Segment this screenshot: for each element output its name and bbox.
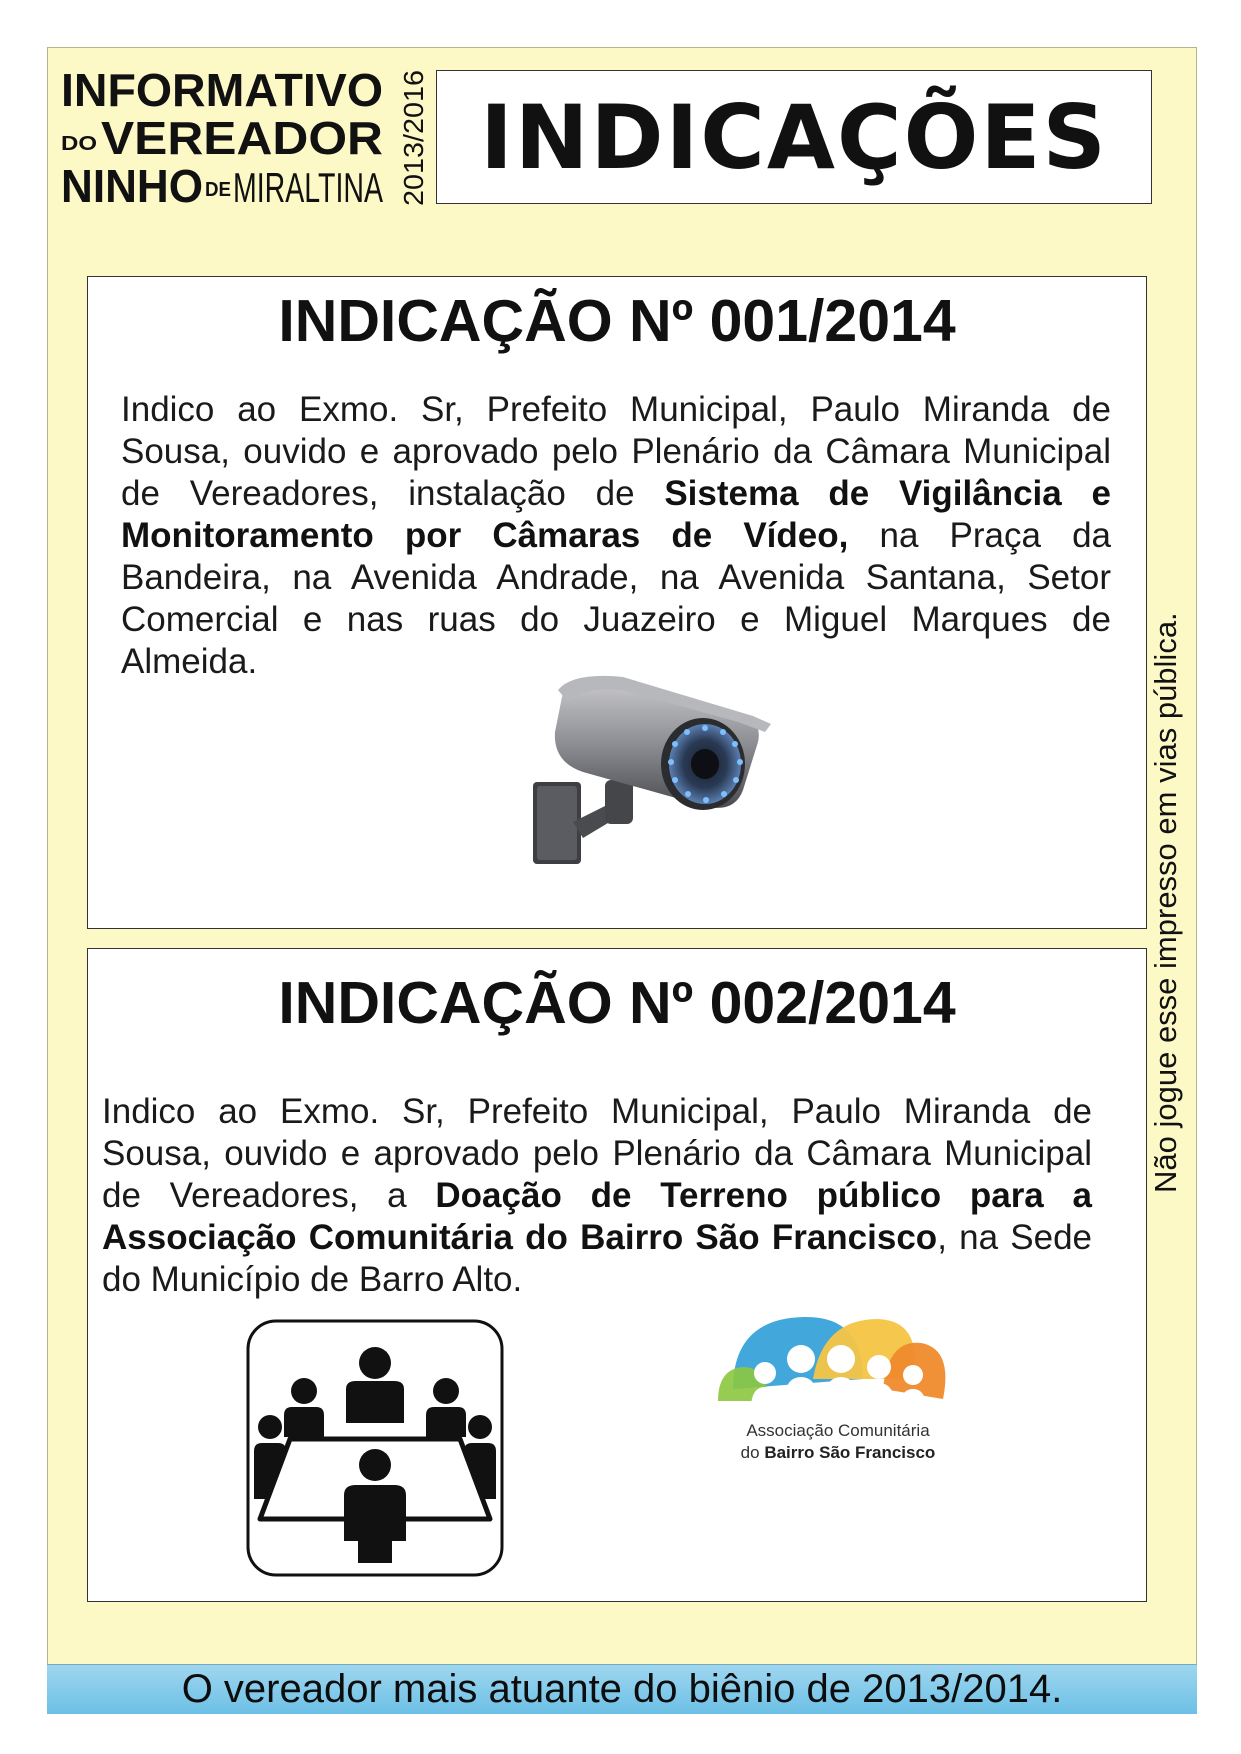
logo-line3-rest: MIRALTINA <box>233 164 383 208</box>
text-after: , na Sede do Município de Barro Alto. <box>102 1218 1093 1299</box>
associacao-name-line1: Associação Comunitária <box>746 1421 930 1440</box>
indicacao-card-1 <box>87 276 1147 929</box>
community-people-icon <box>673 1309 1003 1419</box>
associacao-logo <box>673 1309 1003 1559</box>
text-after: na Praça da Bandeira, na Avenida Andrade, na Avenida Santana, Setor Comercial e nas ruas do Juazeiro e Miguel Marques de Almeida. <box>121 516 1112 681</box>
text-bold: Sistema de Vigilância e Monitoramento por Câmaras de Vídeo, <box>121 474 1111 555</box>
indicacao-text <box>121 389 1111 683</box>
meeting-table-icon <box>246 1319 504 1577</box>
text-bold: Doação de Terreno público para a Associação Comunitária do Bairro São Francisco <box>102 1176 1092 1257</box>
associacao-name-bold: Bairro São Francisco <box>764 1443 936 1462</box>
security-camera-icon <box>513 672 773 867</box>
indicacao-heading: INDICAÇÃO Nº 001/2014 <box>278 288 956 354</box>
informativo-logo <box>61 66 431 208</box>
title-box <box>436 70 1152 204</box>
logo-line2-small: DO <box>61 133 97 155</box>
text-before: Indico ao Exmo. Sr, Prefeito Municipal, Paulo Miranda de Sousa, ouvido e aprovado pelo Plenário da Câmara Municipal de Vereadores, instalação de <box>121 390 1111 513</box>
footer-text: O vereador mais atuante do biênio de 2013/2014. <box>181 1667 1063 1711</box>
indicacao-text <box>102 1091 1092 1301</box>
text-before: Indico ao Exmo. Sr, Prefeito Municipal, Paulo Miranda de Sousa, ouvido e aprovado pelo Plenário da Câmara Municipal de Vereadores, a <box>102 1092 1092 1215</box>
indicacao-heading: INDICAÇÃO Nº 002/2014 <box>278 970 956 1036</box>
logo-years: 2013/2016 <box>398 73 429 206</box>
side-note-text: Não jogue esse impresso em vias pública. <box>1148 612 1183 1193</box>
footer-banner <box>47 1664 1197 1714</box>
logo-line3: NINHO <box>61 160 203 208</box>
associacao-name-line2 <box>673 1443 1003 1463</box>
logo-line1: INFORMATIVO <box>61 66 383 116</box>
indicacao-card-2 <box>87 948 1147 1602</box>
logo-line3-small: DE <box>205 179 231 201</box>
page-title: INDICAÇÕES <box>480 85 1108 189</box>
logo-line2: VEREADOR <box>101 112 383 164</box>
associacao-name-prefix: do <box>740 1443 765 1462</box>
